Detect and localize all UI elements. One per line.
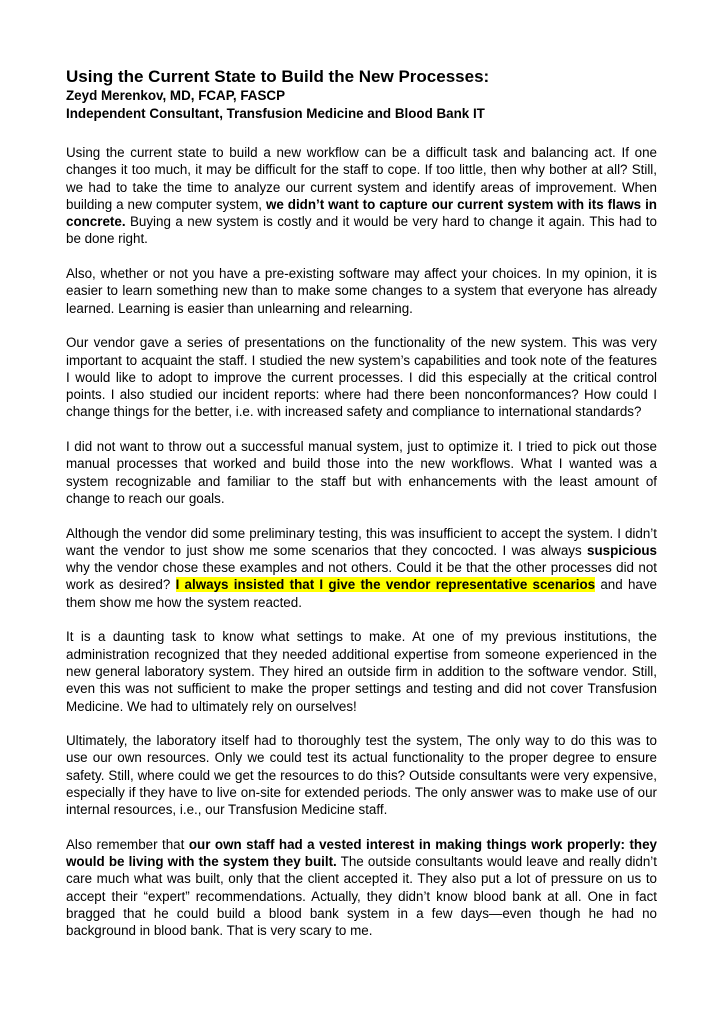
text-run: Also, whether or not you have a pre-existing software may affect your choices. In my opinion, it is easier to learn something new than to make some changes to a system that everyone has already learned. Learning is easier than unlearning and relearning. xyxy=(66,266,657,316)
text-run: It is a daunting task to know what settings to make. At one of my previous institutions, the administration recognized that they needed additional expertise from someone experienced in the new general laboratory system. They hired an outside firm in addition to the software vendor. Still, even this was not sufficient to make the proper settings and testing and did not cover Transfusion Medicine. We had to ultimately rely on ourselves! xyxy=(66,629,657,714)
author-role: Independent Consultant, Transfusion Medicine and Blood Bank IT xyxy=(66,106,485,121)
bold-text-run: we didn’t want to capture our current system with its flaws in concrete. xyxy=(66,196,657,230)
bold-text-run: suspicious xyxy=(587,542,657,558)
author-name: Zeyd Merenkov, MD, FCAP, FASCP xyxy=(66,88,286,103)
text-run: why the vendor chose these examples and not others. Could it be that the other processes did not work as desired? xyxy=(66,560,657,593)
paragraph xyxy=(66,628,657,714)
text-run: Using the current state to build a new workflow can be a difficult task and balancing act. If one changes it too much, it may be difficult for the staff to cope. If too little, then why bother at all? Still, we had to take the time to analyze our current system and identify areas of improvement. When building a new computer system, xyxy=(66,145,657,212)
bold-text-run: our own staff had a vested interest in making things work properly: they would be living with the system they built. xyxy=(66,836,657,870)
document-body xyxy=(66,144,657,940)
highlighted-text-run: I always insisted that I give the vendor representative scenarios xyxy=(175,577,596,593)
text-run: Also remember that xyxy=(66,836,189,852)
text-run: The outside consultants would leave and really didn’t care much what was built, only that the client accepted it. They also put a lot of pressure on us to accept their “expert” recommendations. Actually, they didn’t know blood bank at all. One in fact bragged that he could build a blood bank system in a few days—even though he had no background in blood bank. That is very scary to me. xyxy=(66,854,657,939)
text-run: Our vendor gave a series of presentations on the functionality of the new system. This was very important to acquaint the staff. I studied the new system’s capabilities and took note of the features I would like to adopt to improve the current processes. I did this especially at the critical control points. I also studied our incident reports: where had there been nonconformances? How could I change things for the better, i.e. with increased safety and compliance to international standards? xyxy=(66,335,657,420)
page-title: Using the Current State to Build the New Processes: xyxy=(66,67,490,86)
paragraph xyxy=(66,525,657,611)
text-run: Ultimately, the laboratory itself had to thoroughly test the system, The only way to do this was to use our own resources. Only we could test its actual functionality to the proper degree to ensure safety. Still, where could we get the resources to do this? Outside consultants were very expensive, especially if they have to live on-site for extended periods. The only answer was to make use of our internal resources, i.e., our Transfusion Medicine staff. xyxy=(66,733,657,818)
paragraph xyxy=(66,144,657,248)
text-run: Although the vendor did some preliminary testing, this was insufficient to accept the system. I didn’t want the vendor to just show me some scenarios that they concocted. I was always xyxy=(66,525,657,558)
text-run: I did not want to throw out a successful manual system, just to optimize it. I tried to pick out those manual processes that worked and build those into the new workflows. What I wanted was a system recognizable and familiar to the staff but with enhancements with the least amount of change to reach our goals. xyxy=(66,439,657,506)
text-run: Buying a new system is costly and it would be very hard to change it again. This had to be done right. xyxy=(66,214,657,247)
text-run: and have them show me how the system reacted. xyxy=(66,577,657,610)
paragraph xyxy=(66,265,657,317)
paragraph xyxy=(66,836,657,940)
paragraph xyxy=(66,732,657,818)
paragraph xyxy=(66,334,657,420)
paragraph xyxy=(66,438,657,507)
byline-block xyxy=(66,87,657,123)
